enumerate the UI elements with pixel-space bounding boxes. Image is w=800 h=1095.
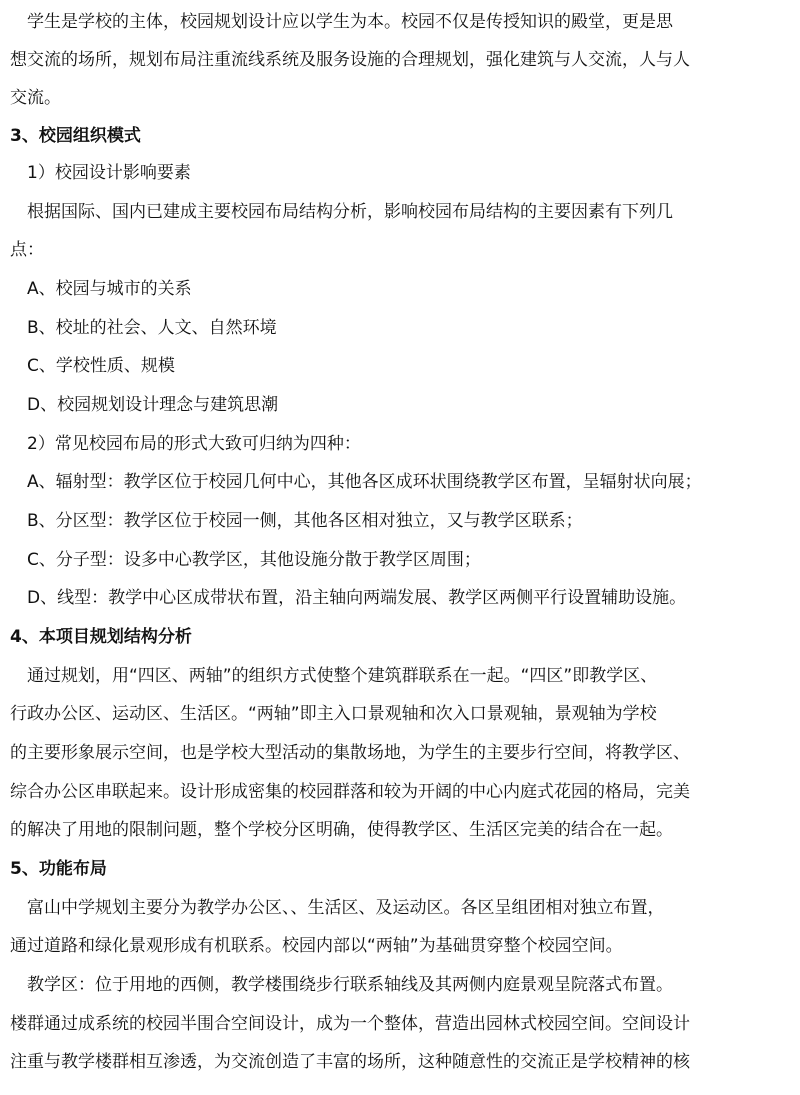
section-heading: 3、校园组织模式 — [10, 126, 141, 146]
paragraph-line: 根据国际、国内已建成主要校园布局结构分析，影响校园布局结构的主要因素有下列几 — [10, 202, 673, 222]
paragraph-line: 楼群通过成系统的校园半围合空间设计，成为一个整体，营造出园林式校园空间。空间设计 — [10, 1014, 690, 1034]
paragraph-line: 行政办公区、运动区、生活区。“两轴”即主入口景观轴和次入口景观轴，景观轴为学校 — [10, 704, 657, 724]
paragraph-line: 交流。 — [10, 88, 61, 108]
paragraph-line: 综合办公区串联起来。设计形成密集的校园群落和较为开阔的中心内庭式花园的格局，完美 — [10, 782, 690, 802]
list-item: B、分区型：教学区位于校园一侧，其他各区相对独立，又与教学区联系； — [10, 511, 583, 531]
paragraph-line: 通过规划，用“四区、两轴”的组织方式使整个建筑群联系在一起。“四区”即教学区、 — [10, 666, 658, 686]
paragraph-line: 的主要形象展示空间，也是学校大型活动的集散场地，为学生的主要步行空间，将教学区、 — [10, 743, 690, 763]
paragraph-line: 注重与教学楼群相互渗透，为交流创造了丰富的场所，这种随意性的交流正是学校精神的核 — [10, 1052, 690, 1072]
section-heading: 5、功能布局 — [10, 859, 107, 879]
list-item: C、分子型：设多中心教学区，其他设施分散于教学区周围； — [10, 550, 481, 570]
list-item: D、线型：教学中心区成带状布置，沿主轴向两端发展、教学区两侧平行设置辅助设施。 — [10, 588, 687, 608]
paragraph-line: 富山中学规划主要分为教学办公区、、生活区、及运动区。各区呈组团相对独立布置， — [10, 898, 665, 918]
paragraph-line: 点： — [10, 240, 44, 260]
subsection-heading: 2）常见校园布局的形式大致可归纳为四种： — [10, 434, 361, 454]
section-heading: 4、本项目规划结构分析 — [10, 627, 192, 647]
paragraph-line: 教学区：位于用地的西侧，教学楼围绕步行联系轴线及其两侧内庭景观呈院落式布置。 — [10, 975, 673, 995]
list-item: A、辐射型：教学区位于校园几何中心，其他各区成环状围绕教学区布置，呈辐射状向展； — [10, 472, 702, 492]
list-item: C、学校性质、规模 — [10, 356, 175, 376]
subsection-heading: 1）校园设计影响要素 — [10, 163, 191, 183]
paragraph-line: 学生是学校的主体，校园规划设计应以学生为本。校园不仅是传授知识的殿堂，更是思 — [10, 12, 673, 32]
paragraph-line: 通过道路和绿化景观形成有机联系。校园内部以“两轴”为基础贯穿整个校园空间。 — [10, 936, 623, 956]
list-item: A、校园与城市的关系 — [10, 279, 192, 299]
paragraph-line: 想交流的场所，规划布局注重流线系统及服务设施的合理规划，强化建筑与人交流，人与人 — [10, 50, 690, 70]
list-item: B、校址的社会、人文、自然环境 — [10, 318, 277, 338]
paragraph-line: 的解决了用地的限制问题，整个学校分区明确，使得教学区、生活区完美的结合在一起。 — [10, 820, 673, 840]
list-item: D、校园规划设计理念与建筑思潮 — [10, 395, 279, 415]
